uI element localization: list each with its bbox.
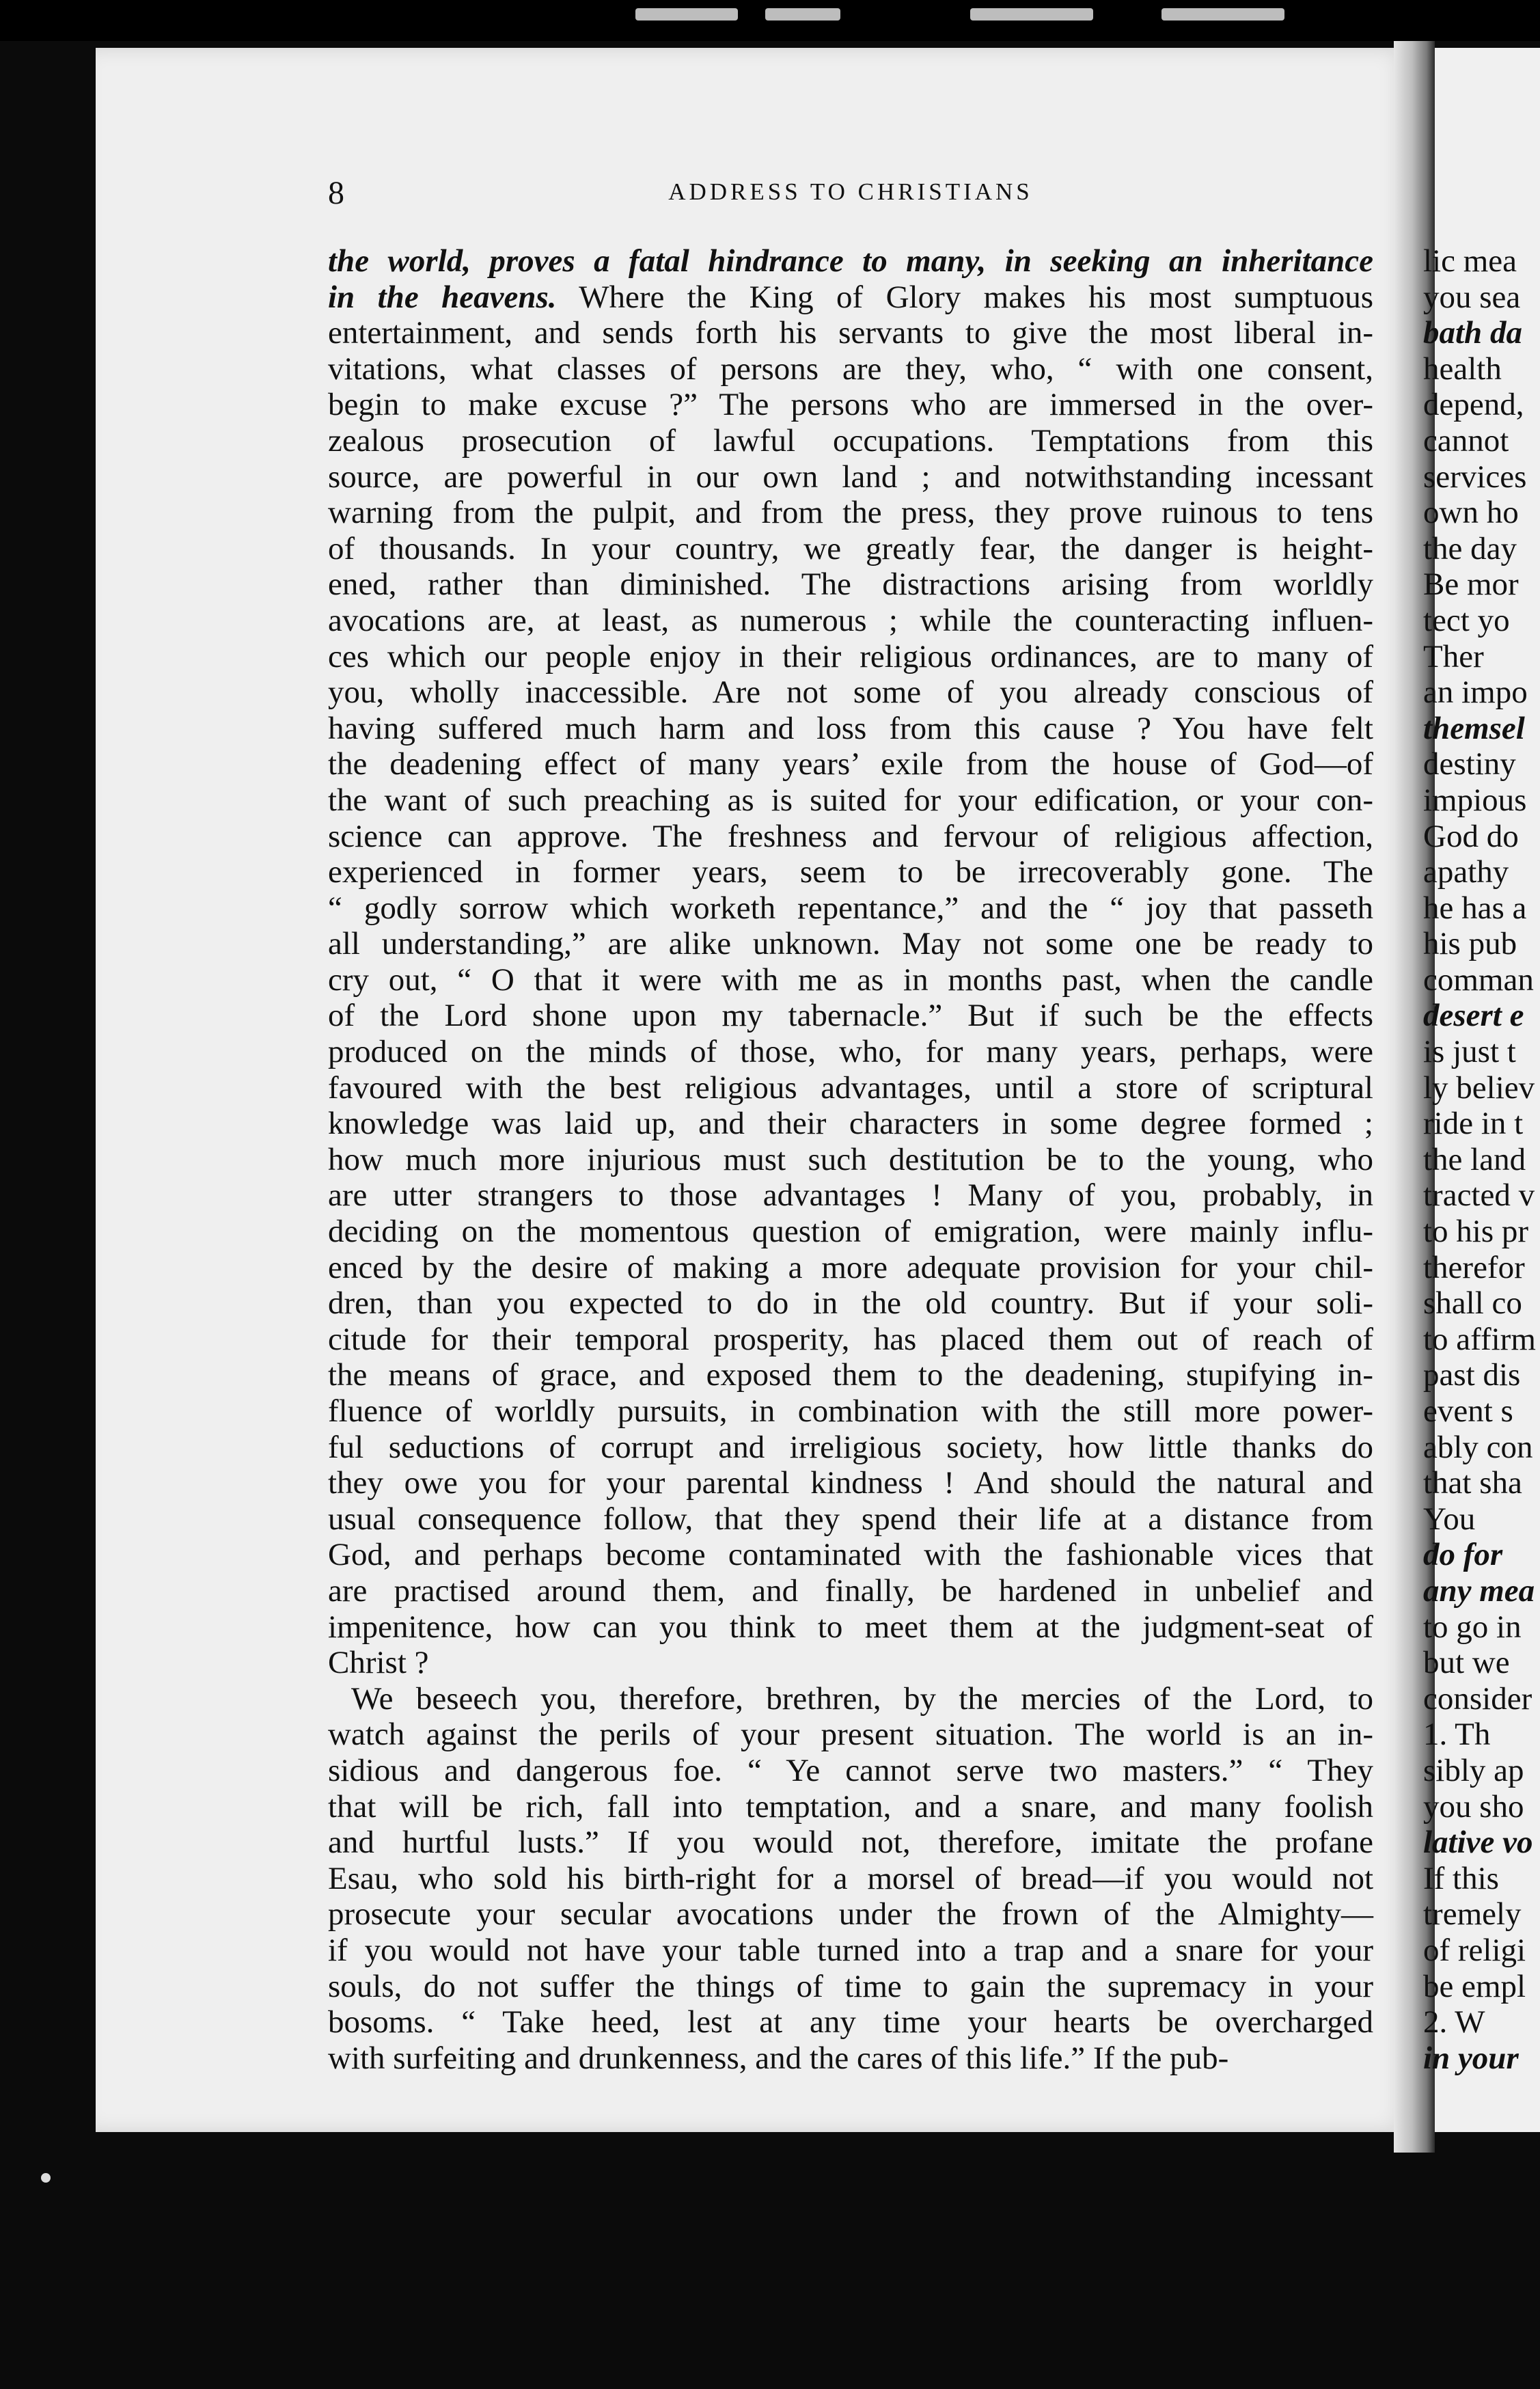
italic-run: do for	[1423, 1537, 1503, 1573]
text-line	[328, 459, 1373, 495]
facing-text-line	[1423, 1465, 1540, 1501]
text-run: having suffered much harm and loss from this cause ? You have felt	[328, 710, 1373, 746]
text-run: usual consequence follow, that they spend their life at a distance from	[328, 1501, 1373, 1537]
text-run: and hurtful lusts.” If you would not, therefore, imitate the profane	[328, 1825, 1373, 1861]
text-run: souls, do not suffer the things of time to gain the supremacy in your	[328, 1968, 1373, 2004]
text-run: is just t	[1423, 1034, 1516, 1070]
italic-run: themsel	[1423, 710, 1525, 746]
text-line	[328, 1322, 1373, 1358]
running-head	[328, 174, 1373, 212]
facing-text-line	[1423, 1573, 1540, 1609]
text-run: cannot	[1423, 422, 1509, 459]
text-run: lic mea	[1423, 243, 1517, 279]
facing-text-line	[1423, 1177, 1540, 1214]
facing-text-line	[1423, 1645, 1540, 1681]
text-run: be empl	[1423, 1968, 1526, 2004]
facing-text-line	[1423, 279, 1540, 316]
text-line	[328, 1393, 1373, 1430]
text-run: that will be rich, fall into temptation, and a snare, and many foolish	[328, 1788, 1373, 1825]
facing-text-line	[1423, 746, 1540, 782]
text-run: of religi	[1423, 1932, 1526, 1968]
facing-text-line	[1423, 711, 1540, 747]
text-run: You	[1423, 1501, 1476, 1537]
text-run: warning from the pulpit, and from the press, they prove ruinous to tens	[328, 495, 1373, 531]
text-run: ride in t	[1423, 1106, 1524, 1142]
text-run: if you would not have your table turned into a trap and a snare for your	[328, 1932, 1373, 1968]
facing-text-line	[1423, 639, 1540, 675]
text-run: enced by the desire of making a more adequate provision for your chil-	[328, 1249, 1373, 1285]
italic-run: bath da	[1423, 315, 1522, 351]
text-run: impious	[1423, 782, 1527, 818]
text-line	[328, 1573, 1373, 1609]
text-line	[328, 1177, 1373, 1214]
text-run: Be mor	[1423, 566, 1519, 603]
text-run: bosoms. “ Take heed, lest at any time your hearts be overcharged	[328, 2004, 1373, 2040]
text-line	[328, 854, 1373, 890]
text-line	[328, 639, 1373, 675]
text-line	[328, 1933, 1373, 1969]
scan-speck	[765, 8, 840, 21]
text-line	[328, 495, 1373, 531]
text-run: are utter strangers to those advantages ! Many of you, probably, in	[328, 1177, 1373, 1214]
text-line	[328, 819, 1373, 855]
facing-text-line	[1423, 674, 1540, 711]
running-title: ADDRESS TO CHRISTIANS	[668, 178, 1033, 205]
text-run: but we	[1423, 1645, 1510, 1681]
text-line	[328, 1645, 1373, 1681]
text-run: the want of such preaching as is suited for your edification, or your con-	[328, 782, 1373, 818]
facing-text-line	[1423, 1106, 1540, 1142]
text-run: that sha	[1423, 1465, 1522, 1501]
text-run: “ godly sorrow which worketh repentance,” and the “ joy that passeth	[328, 890, 1373, 926]
text-run: you sho	[1423, 1788, 1524, 1825]
text-line	[328, 746, 1373, 782]
text-line	[328, 566, 1373, 603]
facing-text-line	[1423, 890, 1540, 927]
text-run: impenitence, how can you think to meet them at the judgment-seat of	[328, 1609, 1373, 1645]
text-line	[328, 1142, 1373, 1178]
text-run: Ther	[1423, 638, 1484, 674]
main-text-column	[328, 243, 1373, 2076]
text-line	[328, 1681, 1373, 1717]
facing-text-line	[1423, 1357, 1540, 1393]
text-line	[328, 1825, 1373, 1861]
facing-text-line	[1423, 1142, 1540, 1178]
facing-text-line	[1423, 1969, 1540, 2005]
facing-text-line	[1423, 1537, 1540, 1573]
text-run: are practised around them, and finally, be hardened in unbelief and	[328, 1572, 1373, 1609]
italic-run: desert e	[1423, 998, 1524, 1034]
facing-text-line	[1423, 819, 1540, 855]
facing-text-line	[1423, 1753, 1540, 1789]
text-run: sibly ap	[1423, 1752, 1524, 1788]
text-line	[328, 1214, 1373, 1250]
text-run: own ho	[1423, 495, 1519, 531]
text-run: God do	[1423, 818, 1519, 854]
text-run: of thousands. In your country, we greatly fear, the danger is height-	[328, 530, 1373, 566]
text-run: Esau, who sold his birth-right for a morsel of bread—if you would not	[328, 1860, 1373, 1896]
text-run: ly believ	[1423, 1069, 1535, 1106]
scan-top-edge	[0, 0, 1540, 41]
facing-text-line	[1423, 566, 1540, 603]
text-run: to go in	[1423, 1609, 1522, 1645]
page-number: 8	[328, 175, 344, 211]
text-run: they owe you for your parental kindness ! And should the natural and	[328, 1465, 1373, 1501]
text-run: citude for their temporal prosperity, has placed them out of reach of	[328, 1321, 1373, 1357]
text-line	[328, 962, 1373, 998]
text-run: experienced in former years, seem to be irrecoverably gone. The	[328, 854, 1373, 890]
text-run: zealous prosecution of lawful occupations. Temptations from this	[328, 422, 1373, 459]
text-run: the day	[1423, 530, 1517, 566]
text-run: how much more injurious must such destitution be to the young, who	[328, 1141, 1373, 1177]
text-line	[328, 1789, 1373, 1825]
text-run: an impo	[1423, 674, 1528, 711]
facing-text-line	[1423, 531, 1540, 567]
facing-text-line	[1423, 998, 1540, 1034]
text-run: shall co	[1423, 1285, 1522, 1322]
facing-text-line	[1423, 423, 1540, 459]
text-line	[328, 1537, 1373, 1573]
text-run: watch against the perils of your present situation. The world is an in-	[328, 1717, 1373, 1753]
text-line	[328, 926, 1373, 962]
facing-page-text-fragment	[1423, 243, 1540, 2076]
facing-text-line	[1423, 1609, 1540, 1646]
facing-text-line	[1423, 495, 1540, 531]
scan-speck	[635, 8, 738, 21]
text-run: cry out, “ O that it were with me as in months past, when the candle	[328, 961, 1373, 998]
facing-text-line	[1423, 1034, 1540, 1070]
text-line	[328, 1070, 1373, 1106]
facing-text-line	[1423, 459, 1540, 495]
facing-text-line	[1423, 351, 1540, 387]
text-run: therefor	[1423, 1249, 1525, 1285]
facing-text-line	[1423, 1896, 1540, 1933]
text-run: God, and perhaps become contaminated with the fashionable vices that	[328, 1537, 1373, 1573]
text-line	[328, 674, 1373, 711]
text-run: science can approve. The freshness and fervour of religious affection,	[328, 818, 1373, 854]
text-line	[328, 1357, 1373, 1393]
facing-text-line	[1423, 854, 1540, 890]
text-run: to his pr	[1423, 1214, 1529, 1250]
text-run: dren, than you expected to do in the old country. But if your soli-	[328, 1285, 1373, 1322]
text-line	[328, 423, 1373, 459]
facing-text-line	[1423, 1789, 1540, 1825]
text-line	[328, 531, 1373, 567]
text-run: ened, rather than diminished. The distractions arising from worldly	[328, 566, 1373, 603]
text-line	[328, 1106, 1373, 1142]
text-run: 2. W	[1423, 2004, 1485, 2040]
text-run: apathy	[1423, 854, 1509, 890]
italic-run: the world, proves a fatal hindrance to many, in seeking an inheritance	[328, 243, 1373, 279]
text-run: deciding on the momentous question of emigration, were mainly influ-	[328, 1214, 1373, 1250]
text-run: to affirm	[1423, 1321, 1536, 1357]
text-line	[328, 315, 1373, 351]
text-run: consider	[1423, 1680, 1532, 1717]
italic-run: lative vo	[1423, 1825, 1533, 1861]
text-run: 1. Th	[1423, 1717, 1491, 1753]
text-line	[328, 279, 1373, 316]
text-line	[328, 243, 1373, 279]
text-run: ably con	[1423, 1429, 1533, 1465]
text-run: We beseech you, therefore, brethren, by the mercies of the Lord, to	[351, 1680, 1373, 1717]
text-run: knowledge was laid up, and their characters in some degree formed ;	[328, 1106, 1373, 1142]
facing-text-line	[1423, 1430, 1540, 1466]
text-run: the means of grace, and exposed them to the deadening, stupifying in-	[328, 1357, 1373, 1393]
text-run: begin to make excuse ?” The persons who are immersed in the over-	[328, 387, 1373, 423]
text-run: destiny	[1423, 746, 1516, 782]
text-run: ful seductions of corrupt and irreligious society, how little thanks do	[328, 1429, 1373, 1465]
text-run: comman	[1423, 961, 1534, 998]
text-line	[328, 351, 1373, 387]
facing-text-line	[1423, 1681, 1540, 1717]
text-line	[328, 603, 1373, 639]
facing-text-line	[1423, 1501, 1540, 1538]
text-run: avocations are, at least, as numerous ; while the counteracting influen-	[328, 602, 1373, 638]
facing-text-line	[1423, 1825, 1540, 1861]
text-run: his pub	[1423, 926, 1517, 962]
text-line	[328, 711, 1373, 747]
text-run: tremely	[1423, 1896, 1522, 1933]
facing-text-line	[1423, 1861, 1540, 1897]
facing-text-line	[1423, 782, 1540, 819]
text-line	[328, 1896, 1373, 1933]
facing-text-line	[1423, 1285, 1540, 1322]
text-line	[328, 2040, 1373, 2077]
text-run: the deadening effect of many years’ exile from the house of God—of	[328, 746, 1373, 782]
scan-speck	[1161, 8, 1284, 21]
text-line	[328, 998, 1373, 1034]
text-run: ces which our people enjoy in their religious ordinances, are to many of	[328, 638, 1373, 674]
text-line	[328, 1969, 1373, 2005]
text-run: he has a	[1423, 890, 1527, 926]
facing-text-line	[1423, 1250, 1540, 1286]
text-line	[328, 1861, 1373, 1897]
text-run: services	[1423, 459, 1527, 495]
facing-text-line	[1423, 603, 1540, 639]
facing-text-line	[1423, 1070, 1540, 1106]
text-run: you, wholly inaccessible. Are not some of you already conscious of	[328, 674, 1373, 711]
text-line	[328, 782, 1373, 819]
text-run: all understanding,” are alike unknown. May not some one be ready to	[328, 926, 1373, 962]
text-run: the land	[1423, 1141, 1526, 1177]
facing-text-line	[1423, 1322, 1540, 1358]
text-run: with surfeiting and drunkenness, and the cares of this life.” If the pub-	[328, 2040, 1229, 2076]
text-line	[328, 1465, 1373, 1501]
text-line	[328, 1753, 1373, 1789]
text-run: event s	[1423, 1393, 1513, 1429]
text-line	[328, 2004, 1373, 2040]
text-run: produced on the minds of those, who, for many years, perhaps, were	[328, 1034, 1373, 1070]
text-line	[328, 1717, 1373, 1753]
text-run: sidious and dangerous foe. “ Ye cannot serve two masters.” “ They	[328, 1752, 1373, 1788]
scan-speck	[970, 8, 1093, 21]
text-run: source, are powerful in our own land ; and notwithstanding incessant	[328, 459, 1373, 495]
text-line	[328, 890, 1373, 927]
text-line	[328, 1501, 1373, 1538]
text-run: you sea	[1423, 279, 1521, 315]
text-line	[328, 1034, 1373, 1070]
scan-dust-speck	[41, 2173, 51, 2183]
facing-text-line	[1423, 2040, 1540, 2077]
text-run: tracted v	[1423, 1177, 1535, 1214]
facing-text-line	[1423, 2004, 1540, 2040]
facing-text-line	[1423, 387, 1540, 423]
facing-text-line	[1423, 1933, 1540, 1969]
facing-text-line	[1423, 315, 1540, 351]
text-run: Where the King of Glory makes his most sumptuous	[556, 279, 1373, 315]
text-line	[328, 1609, 1373, 1646]
text-run: fluence of worldly pursuits, in combination with the still more power-	[328, 1393, 1373, 1429]
text-run: Christ ?	[328, 1645, 429, 1681]
text-run: health	[1423, 351, 1502, 387]
text-line	[328, 1285, 1373, 1322]
italic-run: any mea	[1423, 1572, 1535, 1609]
text-run: past dis	[1423, 1357, 1521, 1393]
facing-text-line	[1423, 1393, 1540, 1430]
facing-text-line	[1423, 243, 1540, 279]
text-run: of the Lord shone upon my tabernacle.” But if such be the effects	[328, 998, 1373, 1034]
facing-text-line	[1423, 926, 1540, 962]
italic-run: in your	[1423, 2040, 1519, 2076]
text-run: vitations, what classes of persons are they, who, “ with one consent,	[328, 351, 1373, 387]
text-run: tect yo	[1423, 602, 1510, 638]
facing-text-line	[1423, 1214, 1540, 1250]
text-line	[328, 1430, 1373, 1466]
text-run: favoured with the best religious advantages, until a store of scriptural	[328, 1069, 1373, 1106]
text-run: entertainment, and sends forth his servants to give the most liberal in-	[328, 315, 1373, 351]
text-run: If this	[1423, 1860, 1499, 1896]
facing-text-line	[1423, 1717, 1540, 1753]
text-run: depend,	[1423, 387, 1524, 423]
text-line	[328, 387, 1373, 423]
facing-text-line	[1423, 962, 1540, 998]
text-run: prosecute your secular avocations under the frown of the Almighty—	[328, 1896, 1373, 1933]
italic-run: in the heavens.	[328, 279, 557, 315]
text-line	[328, 1250, 1373, 1286]
